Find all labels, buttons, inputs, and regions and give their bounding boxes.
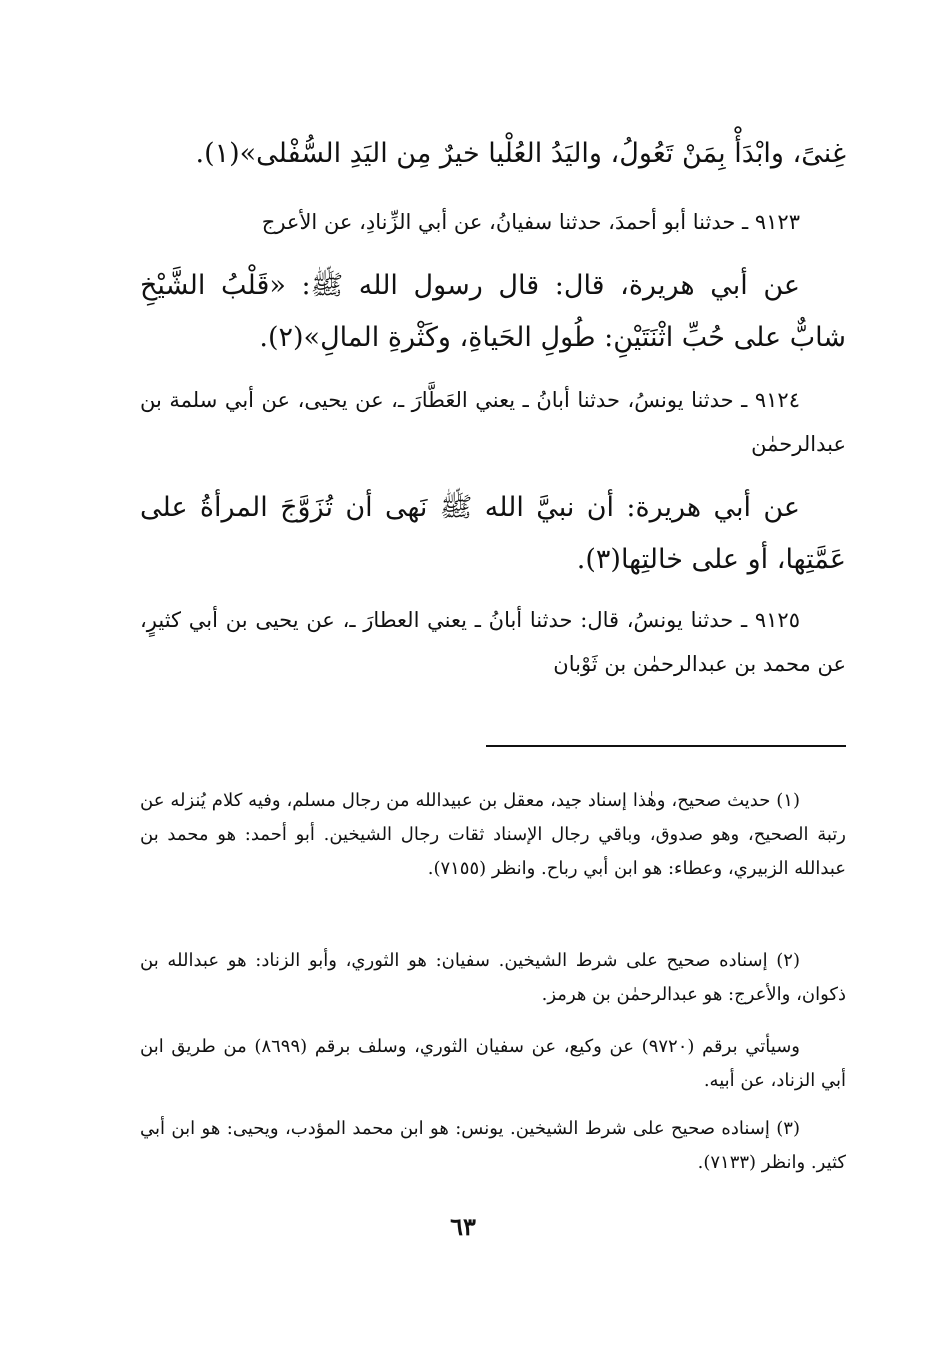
- footnote-1: (١) حديث صحيح، وهٰذا إسناد جيد، معقل بن عبيدالله من رجال مسلم، وفيه كلام يُنزله عن رتبة الصحيح، وهو صدوق، وباقي رجال الإسناد ثقات رجال الشيخين. أبو أحمد: هو محمد بن عبدالله الزبيري، وعطاء: هو ابن أبي رباح. وانظر (٧١٥٥).: [140, 790, 846, 879]
- footnote-3: (٣) إسناده صحيح على شرط الشيخين. يونس: هو ابن محمد المؤدب، ويحيى: هو ابن أبي كثير. وانظر (٧١٣٣).: [140, 1118, 846, 1173]
- isnad-9123: ٩١٢٣ ـ حدثنا أبو أحمدَ، حدثنا سفيانُ، عن أبي الزِّنادِ، عن الأعرج: [261, 210, 800, 234]
- hadith-text-9122-end: غِنىً، وابْدَأْ بِمَنْ تَعُولُ، واليَدُ العُلْيا خيرٌ مِن اليَدِ السُّفْلى»(١).: [195, 138, 846, 169]
- hadith-text-9123: عن أبي هريرة، قال: قال رسول الله ﷺ: «قَلْبُ الشَّيْخِ شابٌّ على حُبِّ اثْنَتَيْنِ: طُولِ الحَياةِ، وكَثْرةِ المالِ»(٢).: [140, 270, 846, 353]
- footnote-2: (٢) إسناده صحيح على شرط الشيخين. سفيان: هو الثوري، وأبو الزناد: هو عبدالله بن ذكوان، والأعرج: هو عبدالرحمٰن بن هرمز.: [140, 950, 846, 1005]
- hadith-text-9124: عن أبي هريرة: أن نبيَّ الله ﷺ نَهى أن تُزَوَّجَ المرأةُ على عَمَّتِها، أو على خالتِها(٣).: [140, 492, 846, 575]
- footnote-2-continued: وسيأتي برقم (٩٧٢٠) عن وكيع، عن سفيان الثوري، وسلف برقم (٨٦٩٩) من طريق ابن أبي الزناد، عن أبيه.: [140, 1036, 846, 1091]
- footnote-separator: [486, 745, 846, 747]
- page-number: ٦٣: [450, 1212, 476, 1241]
- isnad-9124: ٩١٢٤ ـ حدثنا يونسُ، حدثنا أبانُ ـ يعني العَطَّارَ ـ، عن يحيى، عن أبي سلمة بن عبدالرحمٰن: [140, 388, 846, 456]
- isnad-9125: ٩١٢٥ ـ حدثنا يونسُ، قال: حدثنا أبانُ ـ يعني العطارَ ـ، عن يحيى بن أبي كثيرٍ، عن محمد بن عبدالرحمٰن بن ثَوْبان: [140, 608, 846, 676]
